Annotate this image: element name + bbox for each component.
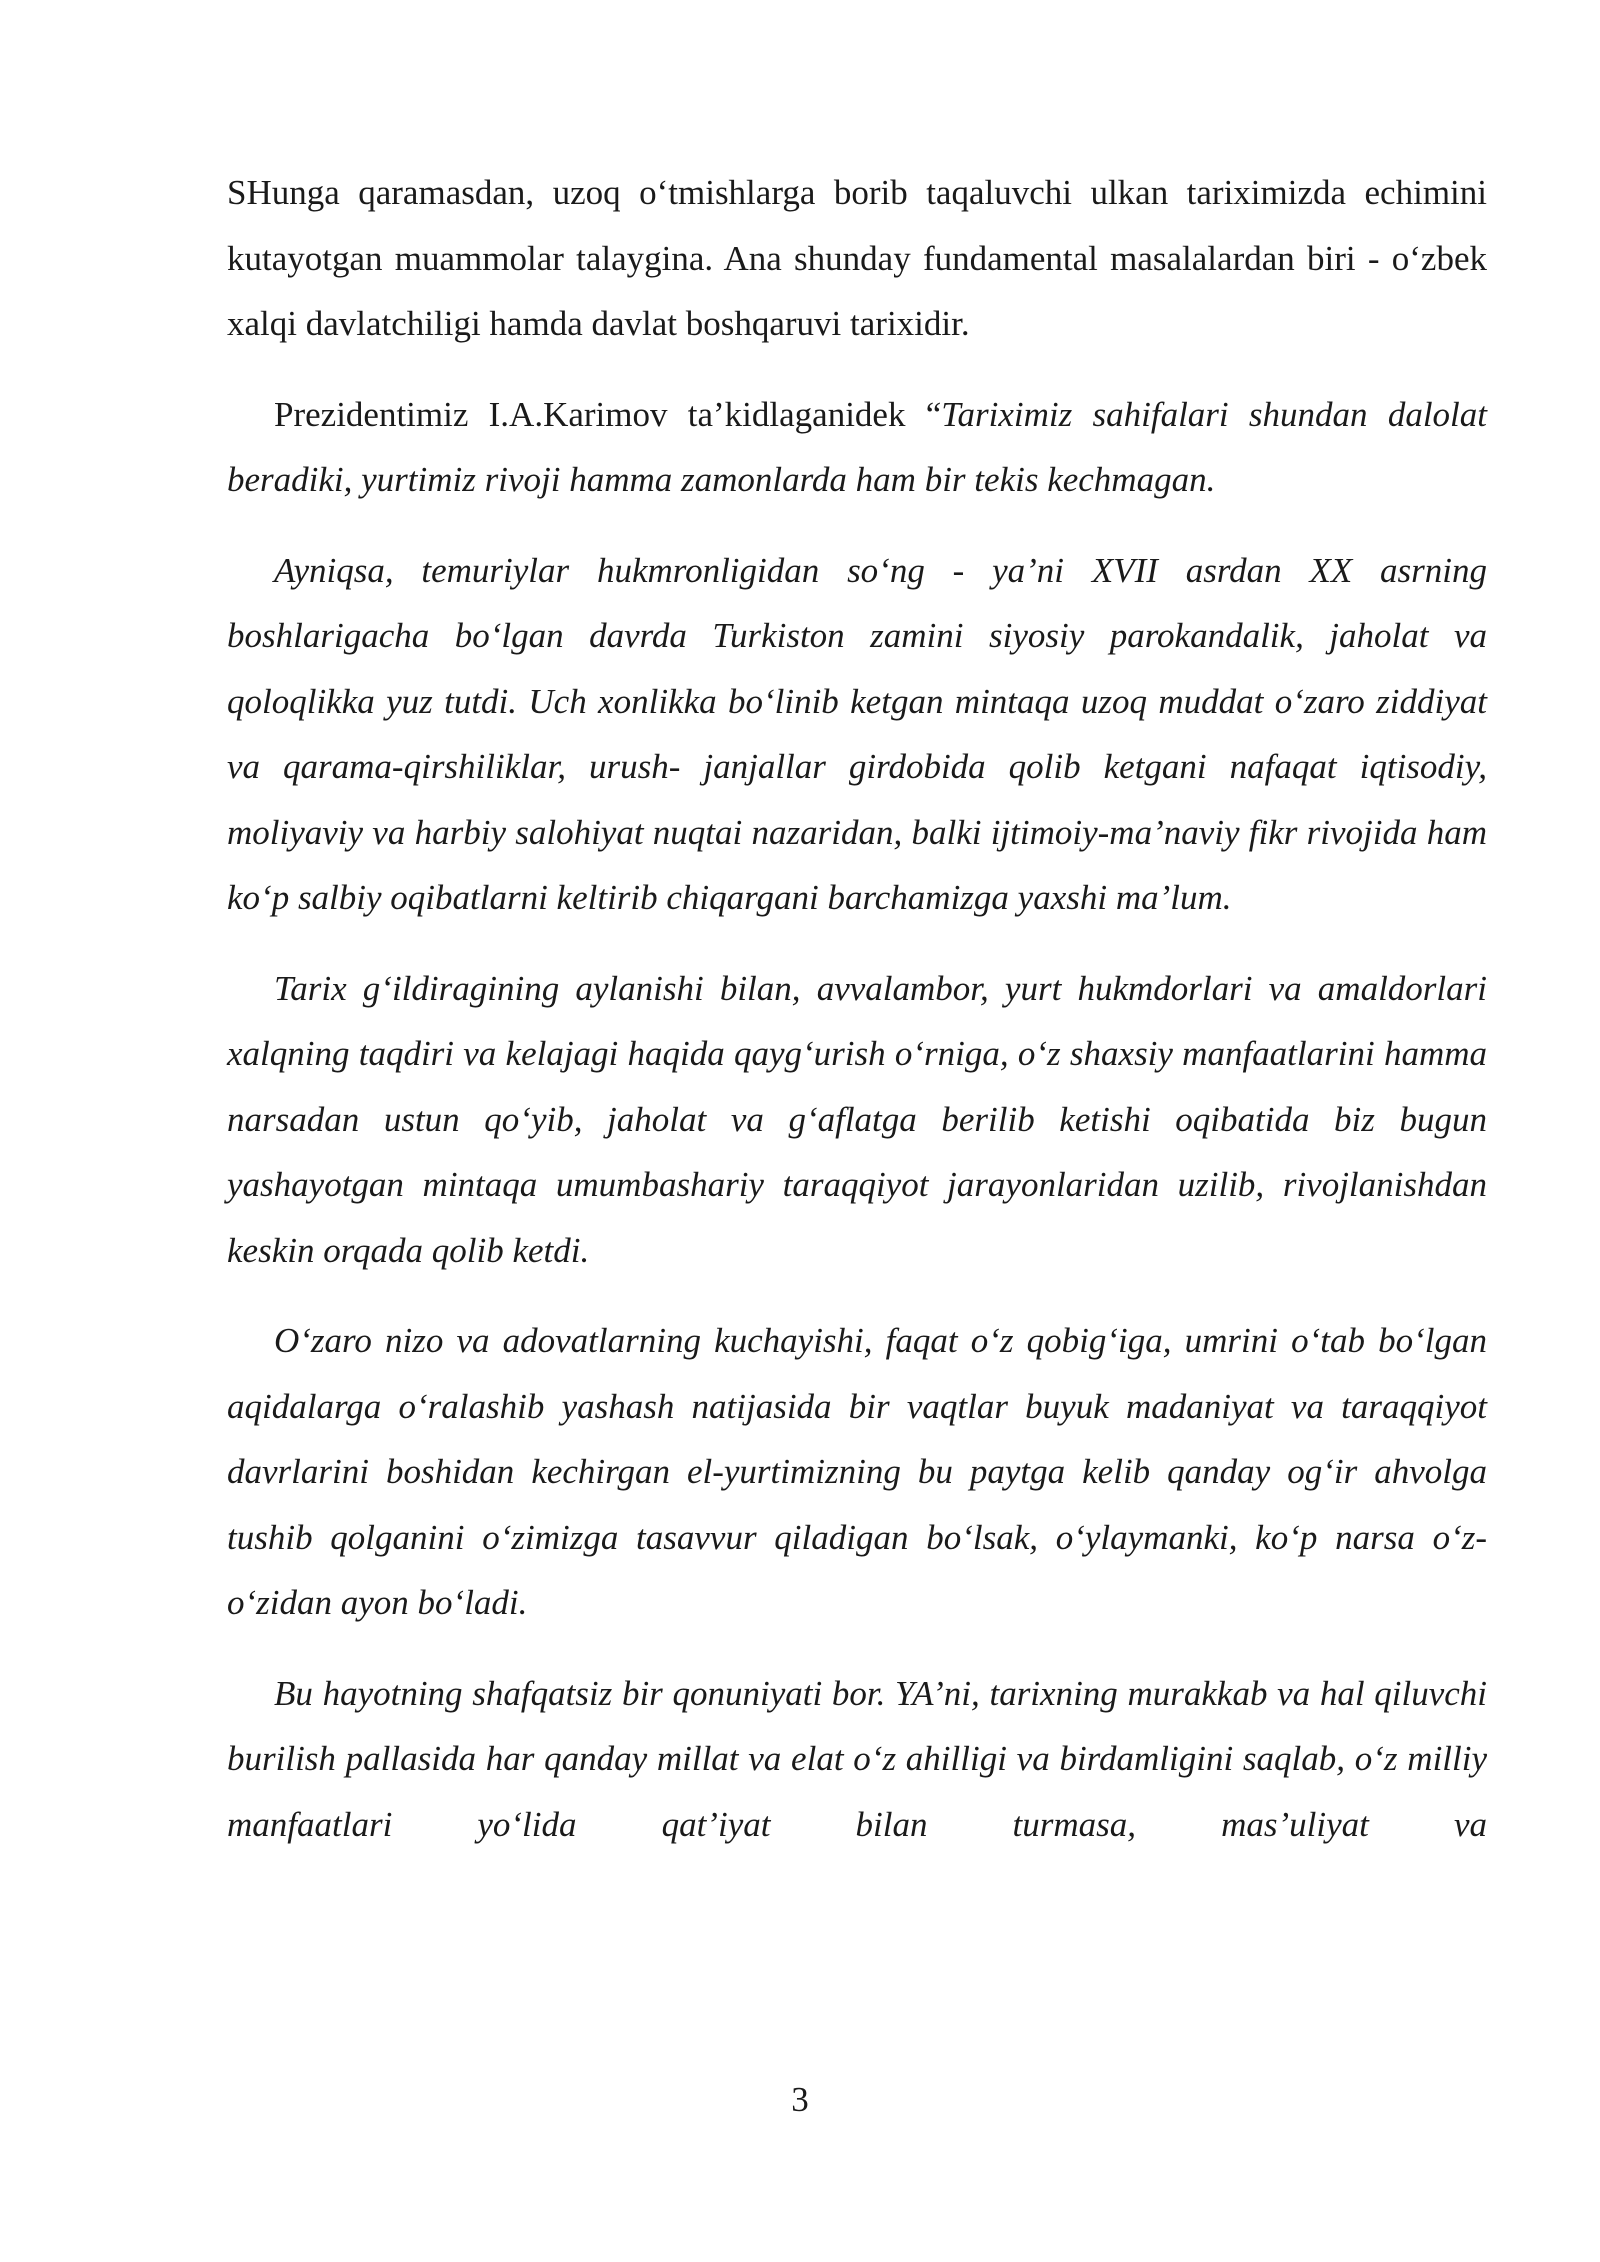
paragraph-4-text: Tarix g‘ildiragining aylanishi bilan, avvalambor, yurt hukmdorlari va amaldorlari xalqning taqdiri va kelajagi haqida qayg‘urish o‘rniga, o‘z shaxsiy manfaatlarini hamma narsadan ustun qo‘yib, jaholat va g‘aflatga berilib ketishi oqibatida biz bugun yashayotgan mintaqa umumbashariy taraqqiyot jarayonlaridan uzilib, rivojlanishdan keskin orqada qolib ketdi. [227, 968, 1487, 1270]
paragraph-5-text: O‘zaro nizo va adovatlarning kuchayishi, faqat o‘z qobig‘iga, umrini o‘tab bo‘lgan aqidalarga o‘ralashib yashash natijasida bir vaqtlar buyuk madaniyat va taraqqiyot davrlarini boshidan kechirgan el-yurtimizning bu paytga kelib qanday og‘ir ahvolga tushib qolganini o‘zimizga tasavvur qiladigan bo‘lsak, o‘ylaymanki, ko‘p narsa o‘z-o‘zidan ayon bo‘ladi. [227, 1321, 1487, 1622]
paragraph-3 [227, 538, 1487, 931]
paragraph-4 [227, 956, 1487, 1284]
paragraph-5 [227, 1308, 1487, 1636]
paragraph-2-italic-quote: Tariximiz sahifalari shundan dalolat beradiki, yurtimiz rivoji hamma zamonlarda ham bir tekis kechmagan. [227, 394, 1487, 499]
paragraph-6-text: Bu hayotning shafqatsiz bir qonuniyati bor. YA’ni, tarixning murakkab va hal qiluvchi burilish pallasida har qanday millat va elat o‘z ahilligi va birdamligini saqlab, o‘z milliy manfaatlari yo‘lida qat’iyat bilan turmasa, mas’uliyat va [227, 1673, 1487, 1844]
paragraph-2 [227, 382, 1487, 513]
paragraph-3-text: Ayniqsa, temuriylar hukmronligidan so‘ng - ya’ni XVII asrdan XX asrning boshlarigacha bo‘lgan davrda Turkiston zamini siyosiy parokandalik, jaholat va qoloqlikka yuz tutdi. Uch xonlikka bo‘linib ketgan mintaqa uzoq muddat o‘zaro ziddiyat va qarama-qirshiliklar, urush- janjallar girdobida qolib ketgani nafaqat iqtisodiy, moliyaviy va harbiy salohiyat nuqtai nazaridan, balki ijtimoiy-ma’naviy fikr rivojida ham ko‘p salbiy oqibatlarni keltirib chiqargani barchamizga yaxshi ma’lum. [227, 550, 1487, 917]
paragraph-2-normal-text: Prezidentimiz I.A.Karimov ta’kidlaganidek “ [274, 394, 942, 434]
paragraph-6 [227, 1661, 1487, 1858]
paragraph-1-text: SHunga qaramasdan, uzoq o‘tmishlarga borib taqaluvchi ulkan tariximizda echimini kutayotgan muammolar talaygina. Ana shunday fundamental masalalardan biri - o‘zbek xalqi davlatchiligi hamda davlat boshqaruvi tarixidir. [227, 173, 1487, 343]
paragraph-1 [227, 160, 1487, 357]
page-number: 3 [791, 2080, 809, 2119]
document-body [227, 160, 1487, 1882]
